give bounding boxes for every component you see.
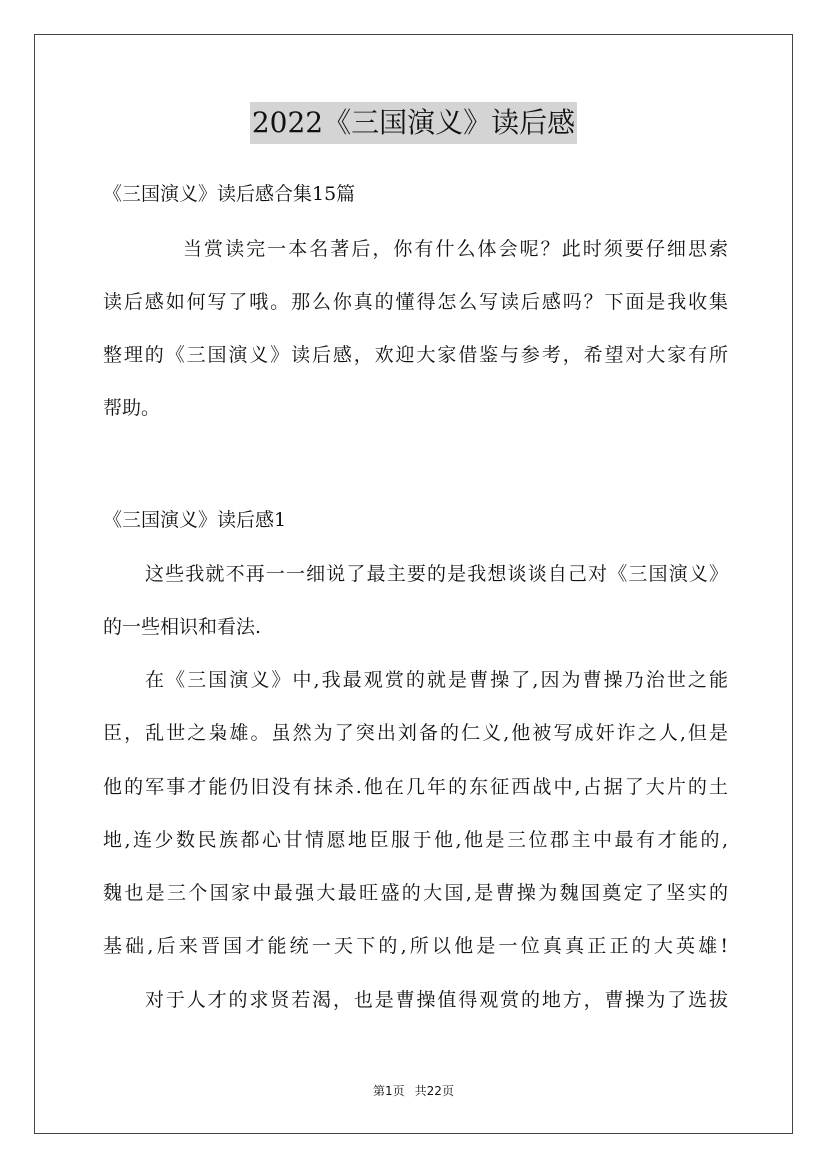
intro-line-4: 帮助。 <box>103 397 161 419</box>
para2-line-5: 魏也是三个国家中最强大最旺盛的大国,是曹操为魏国奠定了坚实的 <box>103 882 728 904</box>
para2-line-1: 在《三国演义》中,我最观赏的就是曹操了,因为曹操乃治世之能 <box>145 669 728 691</box>
page-total: 共22页 <box>414 1084 454 1098</box>
document-subtitle: 《三国演义》读后感合集15篇 <box>103 183 356 205</box>
para1-line-2: 的一些相识和看法. <box>103 616 262 638</box>
para2-line-3: 他的军事才能仍旧没有抹杀.他在几年的东征西战中,占据了大片的土 <box>103 776 728 798</box>
para1-line-1: 这些我就不再一一细说了最主要的是我想谈谈自己对《三国演义》 <box>145 563 728 585</box>
intro-line-1: 当赏读完一本名著后，你有什么体会呢？此时须要仔细思索 <box>183 238 728 260</box>
para2-line-6: 基础,后来晋国才能统一天下的,所以他是一位真真正正的大英雄! <box>103 935 728 957</box>
intro-line-2: 读后感如何写了哦。那么你真的懂得怎么写读后感吗？下面是我收集 <box>103 291 728 313</box>
para3-line-1: 对于人才的求贤若渴，也是曹操值得观赏的地方，曹操为了选拔 <box>145 989 728 1011</box>
page-footer <box>0 1083 827 1099</box>
section-heading: 《三国演义》读后感1 <box>103 509 287 531</box>
intro-line-3: 整理的《三国演义》读后感，欢迎大家借鉴与参考，希望对大家有所 <box>103 344 728 366</box>
document-title: 2022《三国演义》读后感 <box>250 102 577 144</box>
page-number: 第1页 <box>373 1084 405 1098</box>
title-container <box>0 102 827 144</box>
para2-line-2: 臣，乱世之枭雄。虽然为了突出刘备的仁义,他被写成奸诈之人,但是 <box>103 722 728 744</box>
para2-line-4: 地,连少数民族都心甘情愿地臣服于他,他是三位郡主中最有才能的, <box>103 829 728 851</box>
